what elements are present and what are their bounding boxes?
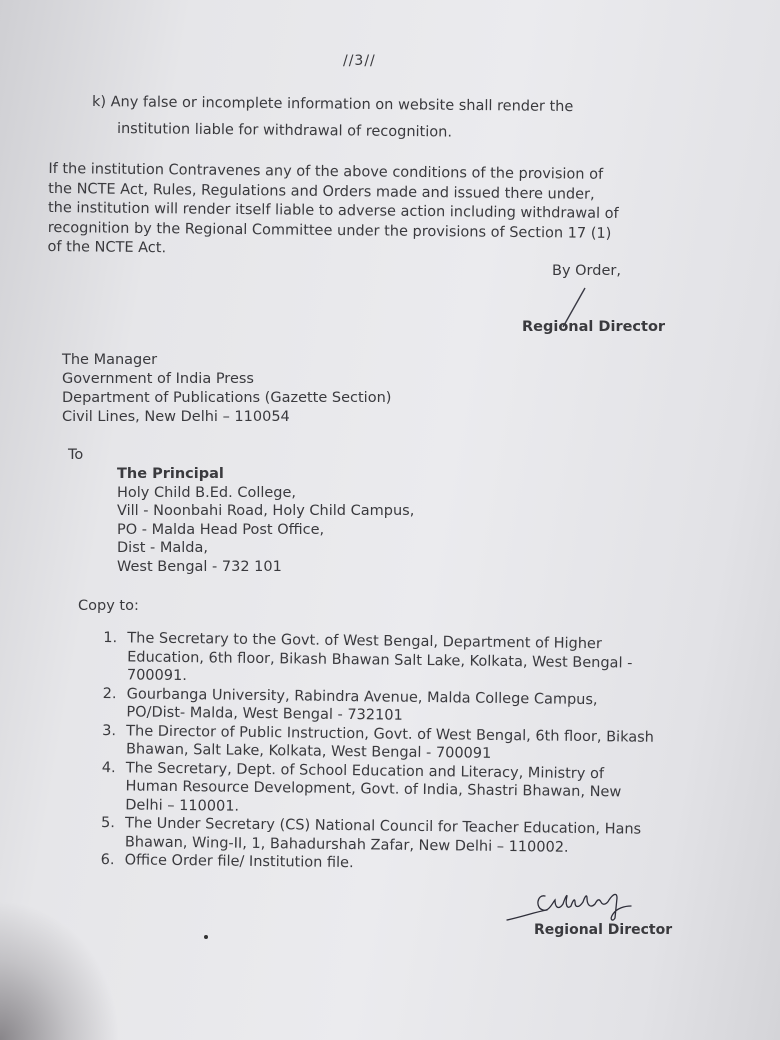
address-line: PO - Malda Head Post Office, xyxy=(117,521,325,538)
list-item xyxy=(97,758,678,821)
to-label: To xyxy=(68,447,84,463)
by-order: By Order, xyxy=(552,263,621,279)
paragraph-line: the NCTE Act, Rules, Regulations and Orders made and issued there under, xyxy=(48,180,595,203)
signature-bottom xyxy=(505,890,655,925)
clause-k-line2: institution liable for withdrawal of recognition. xyxy=(116,121,453,141)
page-number: //3// xyxy=(343,53,376,69)
address-line: The Principal xyxy=(117,466,224,482)
manager-address xyxy=(62,351,391,427)
paragraph-line: the institution will render itself liable to adverse action including withdrawal of xyxy=(47,200,619,222)
copy-to-label: Copy to: xyxy=(78,598,139,614)
list-item-line: Office Order file/ Institution file. xyxy=(124,852,354,872)
clause-k-line1: k) Any false or incomplete information on website shall render the xyxy=(91,94,574,116)
list-item-line: Human Resource Development, Govt. of India, Shastri Bhawan, New xyxy=(125,778,622,801)
list-item-line: Bhawan, Wing-II, 1, Bahadurshah Zafar, New Delhi – 110002. xyxy=(124,833,569,856)
list-item-line: Education, 6th floor, Bikash Bhawan Salt Lake, Kolkata, West Bengal - xyxy=(127,648,633,672)
list-item-number: 4. xyxy=(101,759,116,776)
list-item-line: PO/Dist- Malda, West Bengal - 732101 xyxy=(126,704,403,724)
address-line: Civil Lines, New Delhi – 110054 xyxy=(62,409,290,425)
address-line: The Manager xyxy=(62,352,158,368)
paragraph-line: recognition by the Regional Committee under the provisions of Section 17 (1) xyxy=(47,219,612,242)
address-line: Dist - Malda, xyxy=(117,540,209,557)
list-item-number: 1. xyxy=(103,630,118,647)
list-item-line: Delhi – 110001. xyxy=(125,796,240,815)
list-item-number: 5. xyxy=(101,815,116,832)
ink-dot xyxy=(204,935,208,939)
principal-address xyxy=(117,465,414,577)
page-shadow xyxy=(0,900,120,1040)
address-line: Holy Child B.Ed. College, xyxy=(117,484,297,501)
address-line: Vill - Noonbahi Road, Holy Child Campus, xyxy=(117,503,415,520)
list-item-line: The Director of Public Instruction, Govt. of West Bengal, 6th floor, Bikash xyxy=(126,722,655,746)
list-item-line: The Under Secretary (CS) National Council for Teacher Education, Hans xyxy=(124,815,642,838)
list-item-line: The Secretary, Dept. of School Education and Literacy, Ministry of xyxy=(125,759,605,782)
conditions-paragraph xyxy=(47,160,619,263)
list-item-line: 700091. xyxy=(126,667,187,685)
list-item-line: Gourbanga University, Rabindra Avenue, Malda College Campus, xyxy=(126,685,598,708)
signatory-title-top: Regional Director xyxy=(522,319,666,335)
copy-to-list xyxy=(97,629,680,877)
list-item-line: The Secretary to the Govt. of West Bengal, Department of Higher xyxy=(127,630,602,653)
paragraph-line: If the institution Contravenes any of the above conditions of the provision of xyxy=(48,161,604,183)
address-line: Government of India Press xyxy=(62,371,254,387)
list-item-line: Bhawan, Salt Lake, Kolkata, West Bengal - 700091 xyxy=(125,741,492,762)
address-line: West Bengal - 732 101 xyxy=(117,558,282,575)
list-item-number: 3. xyxy=(102,722,117,739)
list-item-number: 6. xyxy=(100,852,115,869)
paragraph-line: of the NCTE Act. xyxy=(47,238,167,257)
list-item-number: 2. xyxy=(102,685,117,702)
list-item xyxy=(99,629,680,692)
address-line: Department of Publications (Gazette Section) xyxy=(62,390,392,406)
signatory-title-bottom: Regional Director xyxy=(534,922,673,938)
